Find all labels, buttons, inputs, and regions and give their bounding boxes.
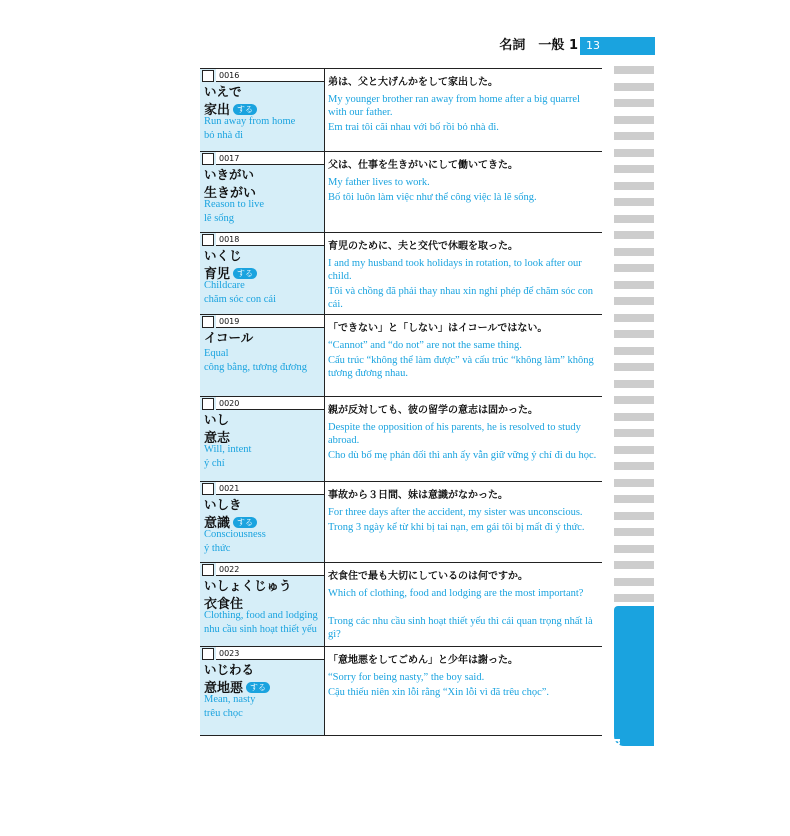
example-panel bbox=[328, 563, 602, 646]
gloss-en: Mean, nasty bbox=[204, 694, 256, 705]
study-checkbox[interactable] bbox=[202, 316, 214, 328]
entry-id: 0019 bbox=[216, 315, 324, 328]
example-panel bbox=[328, 315, 602, 396]
study-checkbox[interactable] bbox=[202, 483, 214, 495]
edge-stripe bbox=[614, 165, 654, 173]
edge-stripe bbox=[614, 429, 654, 437]
example-panel bbox=[328, 233, 602, 314]
edge-stripe bbox=[614, 248, 654, 256]
word-panel bbox=[200, 563, 325, 646]
edge-stripe bbox=[614, 116, 654, 124]
example-vi: Bố tôi luôn làm việc như thể công việc là lẽ sống. bbox=[328, 192, 537, 203]
entry-id: 0023 bbox=[216, 647, 324, 660]
gloss-en: Run away from home bbox=[204, 116, 296, 127]
edge-stripe bbox=[614, 99, 654, 107]
reading: いしき bbox=[204, 497, 242, 512]
example-en: Despite the opposition of his parents, he is resolved to study abroad. bbox=[328, 422, 581, 446]
headword: 育児 bbox=[204, 267, 231, 282]
vocab-entry bbox=[200, 233, 602, 315]
edge-stripe bbox=[614, 297, 654, 305]
vocab-entry bbox=[200, 563, 602, 647]
edge-stripe bbox=[614, 446, 654, 454]
entry-id: 0018 bbox=[216, 233, 324, 246]
reading: イコール bbox=[204, 330, 254, 345]
vocab-entry bbox=[200, 647, 602, 735]
edge-stripe bbox=[614, 83, 654, 91]
edge-stripe bbox=[614, 396, 654, 404]
study-checkbox[interactable] bbox=[202, 153, 214, 165]
example-vi: Trong 3 ngày kể từ khi bị tai nạn, em gái tôi bị mất đi ý thức. bbox=[328, 522, 585, 533]
entry-id: 0020 bbox=[216, 397, 324, 410]
suru-badge: する bbox=[246, 682, 270, 693]
edge-stripe bbox=[614, 479, 654, 487]
reading: いし bbox=[204, 412, 230, 427]
example-panel bbox=[328, 647, 602, 735]
edge-stripe bbox=[614, 594, 654, 602]
study-checkbox[interactable] bbox=[202, 234, 214, 246]
reading: いじわる bbox=[204, 662, 255, 677]
study-checkbox[interactable] bbox=[202, 648, 214, 660]
example-en: “Cannot” and “do not” are not the same thing. bbox=[328, 340, 522, 351]
study-checkbox[interactable] bbox=[202, 70, 214, 82]
study-checkbox[interactable] bbox=[202, 564, 214, 576]
edge-stripe bbox=[614, 528, 654, 536]
edge-stripe bbox=[614, 182, 654, 190]
headword: 家出 bbox=[204, 103, 231, 118]
word-panel bbox=[200, 397, 325, 481]
headword: 意地悪 bbox=[204, 681, 244, 696]
reading: いえで bbox=[204, 84, 242, 99]
gloss-en: Will, intent bbox=[204, 444, 252, 455]
edge-stripe bbox=[614, 363, 654, 371]
headword: 意志 bbox=[204, 431, 231, 446]
edge-stripe bbox=[614, 132, 654, 140]
example-vi: Em trai tôi cãi nhau với bố rồi bỏ nhà đi. bbox=[328, 122, 499, 133]
word-panel bbox=[200, 152, 325, 232]
example-jp: 衣食住で最も大切にしているのは何ですか。 bbox=[328, 571, 528, 582]
edge-stripe bbox=[614, 561, 654, 569]
vocab-entry bbox=[200, 482, 602, 563]
entry-id: 0022 bbox=[216, 563, 324, 576]
word-panel bbox=[200, 315, 325, 396]
edge-stripe bbox=[614, 281, 654, 289]
gloss-en: Reason to live bbox=[204, 199, 265, 210]
example-panel bbox=[328, 152, 602, 232]
gloss-vi: ý thức bbox=[204, 543, 231, 554]
gloss-vi: ý chí bbox=[204, 458, 225, 469]
entry-id: 0016 bbox=[216, 69, 324, 82]
word-panel bbox=[200, 647, 325, 735]
gloss-vi: bỏ nhà đi bbox=[204, 130, 244, 141]
example-en: Which of clothing, food and lodging are the most important? bbox=[328, 588, 584, 599]
page-number: 13 bbox=[580, 37, 655, 55]
gloss-vi: trêu chọc bbox=[204, 708, 243, 719]
example-en: My father lives to work. bbox=[328, 177, 430, 188]
reading: いきがい bbox=[204, 167, 255, 182]
example-vi: Tôi và chồng đã phải thay nhau xin nghỉ phép để chăm sóc con cái. bbox=[328, 286, 594, 310]
edge-stripe bbox=[614, 512, 654, 520]
edge-stripe bbox=[614, 330, 654, 338]
example-en: I and my husband took holidays in rotation, to look after our child. bbox=[328, 258, 582, 282]
study-checkbox[interactable] bbox=[202, 398, 214, 410]
edge-stripe bbox=[614, 215, 654, 223]
suru-badge: する bbox=[233, 104, 257, 115]
edge-stripe bbox=[614, 462, 654, 470]
example-panel bbox=[328, 482, 602, 562]
edge-stripe bbox=[614, 264, 654, 272]
edge-stripe bbox=[614, 231, 654, 239]
vocabulary-table bbox=[200, 68, 602, 736]
example-vi: Cậu thiếu niên xin lỗi rằng “Xin lỗi vì đã trêu chọc”. bbox=[328, 687, 550, 698]
edge-stripe bbox=[614, 545, 654, 553]
gloss-en: Childcare bbox=[204, 280, 245, 291]
entry-id: 0017 bbox=[216, 152, 324, 165]
edge-stripe bbox=[614, 578, 654, 586]
side-tab-label: minhtangbook bbox=[610, 738, 624, 836]
example-en: “Sorry for being nasty,” the boy said. bbox=[328, 672, 485, 683]
headword: 生きがい bbox=[204, 186, 257, 201]
edge-stripe bbox=[614, 149, 654, 157]
headword: 衣食住 bbox=[204, 597, 244, 612]
entry-id: 0021 bbox=[216, 482, 324, 495]
edge-stripe bbox=[614, 314, 654, 322]
suru-badge: する bbox=[233, 268, 257, 279]
gloss-en: Clothing, food and lodging bbox=[204, 610, 318, 621]
vocab-entry bbox=[200, 397, 602, 482]
reading: いしょくじゅう bbox=[204, 578, 292, 593]
vocab-entry bbox=[200, 315, 602, 397]
headword: 意識 bbox=[204, 516, 231, 531]
example-jp: 事故から３日間、妹は意識がなかった。 bbox=[328, 490, 508, 501]
example-vi: Cho dù bố mẹ phản đối thì anh ấy vẫn giữ vững ý chí đi du học. bbox=[328, 450, 597, 461]
page-header bbox=[470, 37, 655, 55]
example-jp: 親が反対しても、彼の留学の意志は固かった。 bbox=[328, 405, 538, 416]
edge-stripe bbox=[614, 198, 654, 206]
example-jp: 弟は、父と大げんかをして家出した。 bbox=[328, 77, 498, 88]
edge-stripe bbox=[614, 413, 654, 421]
example-jp: 育児のために、夫と交代で休暇を取った。 bbox=[328, 241, 518, 252]
edge-stripe bbox=[614, 380, 654, 388]
vocab-entry bbox=[200, 152, 602, 233]
edge-stripe bbox=[614, 495, 654, 503]
vocab-entry bbox=[200, 69, 602, 152]
edge-stripe bbox=[614, 66, 654, 74]
example-jp: 父は、仕事を生きがいにして働いてきた。 bbox=[328, 160, 518, 171]
example-panel bbox=[328, 397, 602, 481]
example-jp: 「できない」と「しない」はイコールではない。 bbox=[328, 323, 548, 334]
example-en: For three days after the accident, my sister was unconscious. bbox=[328, 507, 583, 518]
example-vi: Cấu trúc “không thể làm được” và cấu trúc “không làm” không tương đương nhau. bbox=[328, 355, 594, 379]
word-panel bbox=[200, 69, 325, 151]
edge-stripe bbox=[614, 347, 654, 355]
word-panel bbox=[200, 233, 325, 314]
gloss-vi: chăm sóc con cái bbox=[204, 294, 277, 305]
example-panel bbox=[328, 69, 602, 151]
suru-badge: する bbox=[233, 517, 257, 528]
section-title: 名詞 一般 1 bbox=[499, 38, 578, 53]
gloss-en: Consciousness bbox=[204, 529, 266, 540]
reading: いくじ bbox=[204, 248, 242, 263]
example-en: My younger brother ran away from home after a big quarrel with our father. bbox=[328, 94, 580, 118]
gloss-vi: lẽ sống bbox=[204, 213, 235, 224]
example-vi: Trong các nhu cầu sinh hoạt thiết yếu thì cái quan trọng nhất là gì? bbox=[328, 616, 593, 640]
side-tab bbox=[610, 606, 654, 836]
example-jp: 「意地悪をしてごめん」と少年は謝った。 bbox=[328, 655, 518, 666]
word-panel bbox=[200, 482, 325, 562]
gloss-vi: công bằng, tương đương bbox=[204, 362, 307, 373]
gloss-vi: nhu cầu sinh hoạt thiết yếu bbox=[204, 624, 317, 635]
gloss-en: Equal bbox=[204, 348, 229, 359]
